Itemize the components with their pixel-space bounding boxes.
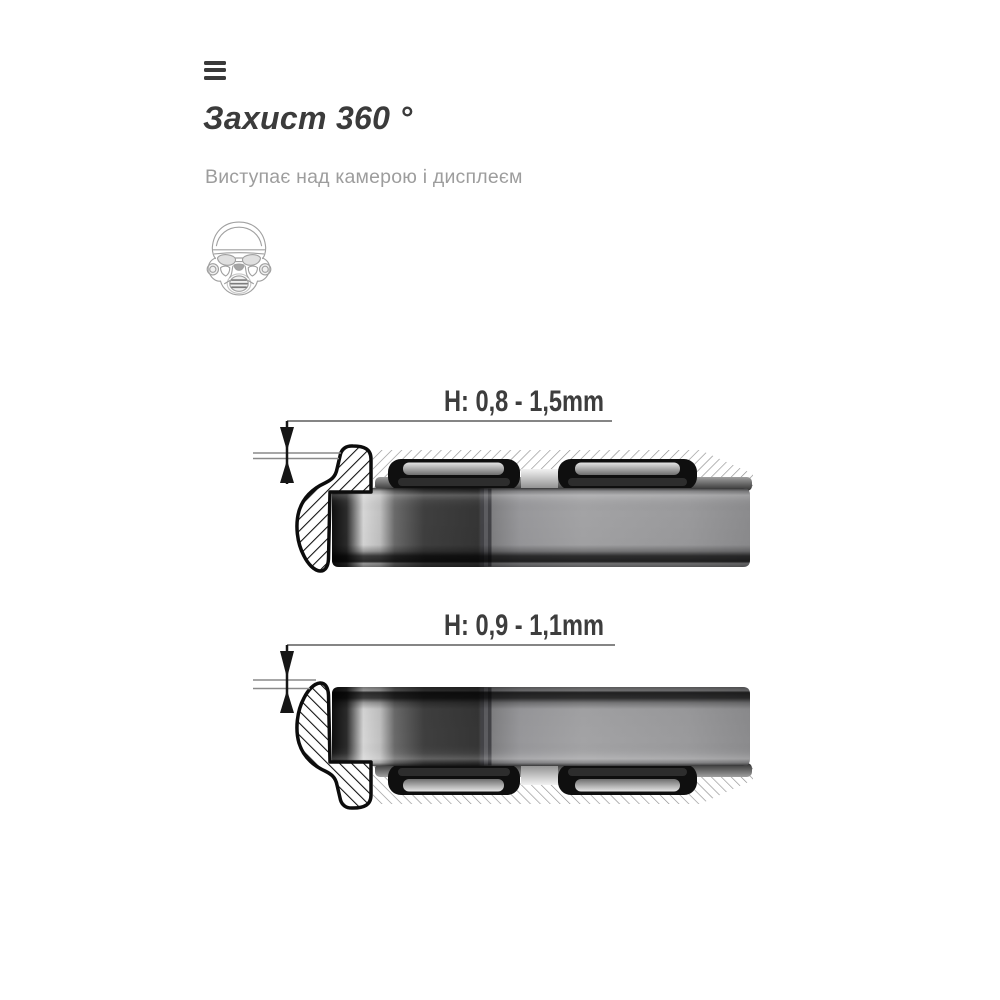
hamburger-bar [204, 76, 226, 80]
dimension-label-top: H: 0,8 - 1,5mm [444, 385, 604, 418]
hamburger-bar [204, 68, 226, 72]
diagram-top [253, 385, 753, 571]
hamburger-menu-icon[interactable] [204, 61, 228, 81]
diagram-bottom [253, 609, 753, 808]
arrow-down-icon [280, 651, 294, 678]
arrow-up-icon [280, 460, 294, 483]
dimension-label-bottom: H: 0,9 - 1,1mm [444, 609, 604, 642]
hamburger-bar [204, 61, 226, 65]
page-title: Захист 360 ° [203, 100, 413, 136]
arrow-up-icon [280, 690, 294, 713]
case-cross-section-diagrams [0, 378, 1000, 830]
stormtrooper-helmet-icon [202, 219, 276, 297]
arrow-down-icon [280, 427, 294, 451]
page-subtitle: Виступає над камерою і дисплеєм [205, 166, 523, 188]
